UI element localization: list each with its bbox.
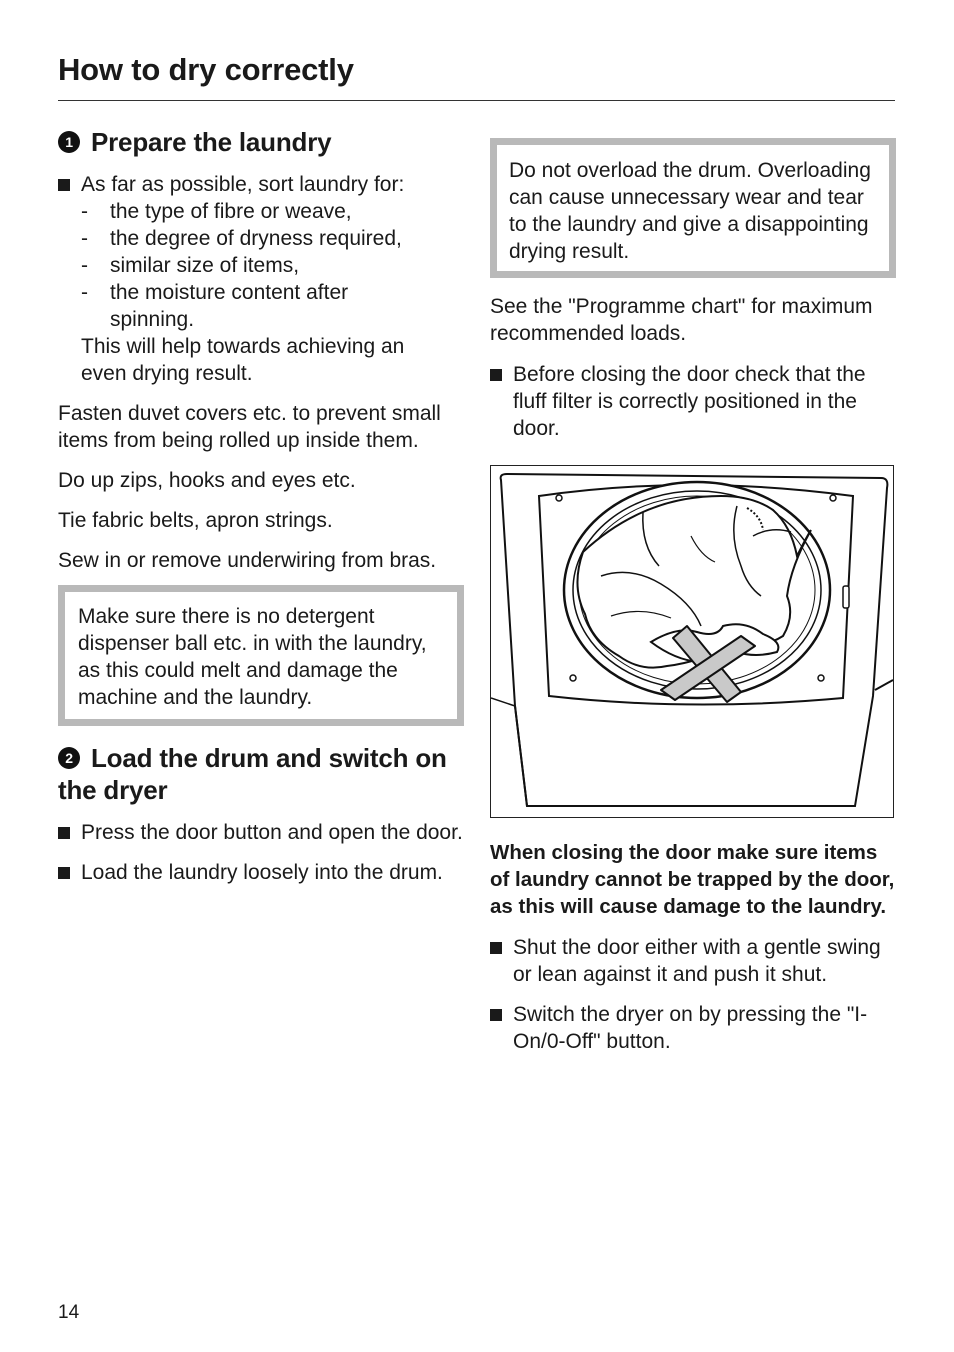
door-warning: When closing the door make sure items of laundry cannot be trapped by the door, as this will cause damage to the laundry. (490, 841, 895, 918)
bullet-square-icon (490, 1009, 502, 1021)
switch-on-bullet (490, 1001, 896, 1055)
bullet-square-icon (490, 942, 502, 954)
right-column (490, 138, 896, 1055)
switch-on-text: Switch the dryer on by pressing the "I-On/0-Off" button. (513, 1003, 868, 1053)
page-title: How to dry correctly (58, 52, 354, 87)
section-prepare-heading (58, 126, 464, 158)
page-number: 14 (58, 1302, 80, 1323)
bullet-square-icon (58, 827, 70, 839)
detergent-ball-notice (58, 585, 464, 726)
overload-notice-text: Do not overload the drum. Overloading can cause unnecessary wear and tear to the laundry and give a disappointing drying result. (509, 159, 871, 263)
shut-door-bullet (490, 934, 896, 988)
sort-conclusion: This will help towards achieving an even drying result. (81, 335, 405, 385)
step-number-2: 2 (58, 747, 80, 769)
programme-chart-reference: See the "Programme chart" for maximum recommended loads. (490, 295, 873, 345)
section-load-title: Load the drum and switch on the dryer (58, 743, 447, 805)
bullet-square-icon (58, 867, 70, 879)
shut-door-text: Shut the door either with a gentle swing or lean against it and push it shut. (513, 936, 881, 986)
open-door-text: Press the door button and open the door. (81, 821, 463, 844)
paragraph-belts: Tie fabric belts, apron strings. (58, 509, 333, 532)
sort-intro: As far as possible, sort laundry for: (81, 173, 405, 196)
open-door-bullet (58, 819, 464, 846)
dryer-door-illustration (490, 465, 894, 818)
load-drum-bullet (58, 859, 464, 886)
list-item: - the degree of dryness required, (81, 227, 402, 250)
title-divider (58, 100, 895, 101)
section-prepare-title: Prepare the laundry (91, 127, 332, 157)
fluff-filter-bullet (490, 361, 896, 442)
overload-notice (490, 138, 896, 278)
section-load-heading (58, 742, 464, 806)
load-drum-text: Load the laundry loosely into the drum. (81, 861, 443, 884)
paragraph-zips: Do up zips, hooks and eyes etc. (58, 469, 356, 492)
step-number-1: 1 (58, 131, 80, 153)
fluff-filter-text: Before closing the door check that the fluff filter is correctly positioned in the door. (513, 363, 866, 440)
sort-laundry-bullet (58, 171, 464, 387)
sort-criteria-list (58, 198, 464, 333)
bullet-square-icon (490, 369, 502, 381)
paragraph-underwiring: Sew in or remove underwiring from bras. (58, 549, 437, 572)
list-item: - similar size of items, (81, 254, 300, 277)
bullet-square-icon (58, 179, 70, 191)
dryer-drum-laundry-image (491, 466, 893, 817)
paragraph-duvet: Fasten duvet covers etc. to prevent small items from being rolled up inside them. (58, 402, 441, 452)
list-item: - the moisture content after spinning. (81, 281, 349, 331)
left-column (58, 126, 464, 886)
list-item: - the type of fibre or weave, (81, 200, 352, 223)
detergent-ball-notice-text: Make sure there is no detergent dispenser ball etc. in with the laundry, as this could melt and damage the machine and the laundry. (78, 605, 427, 709)
